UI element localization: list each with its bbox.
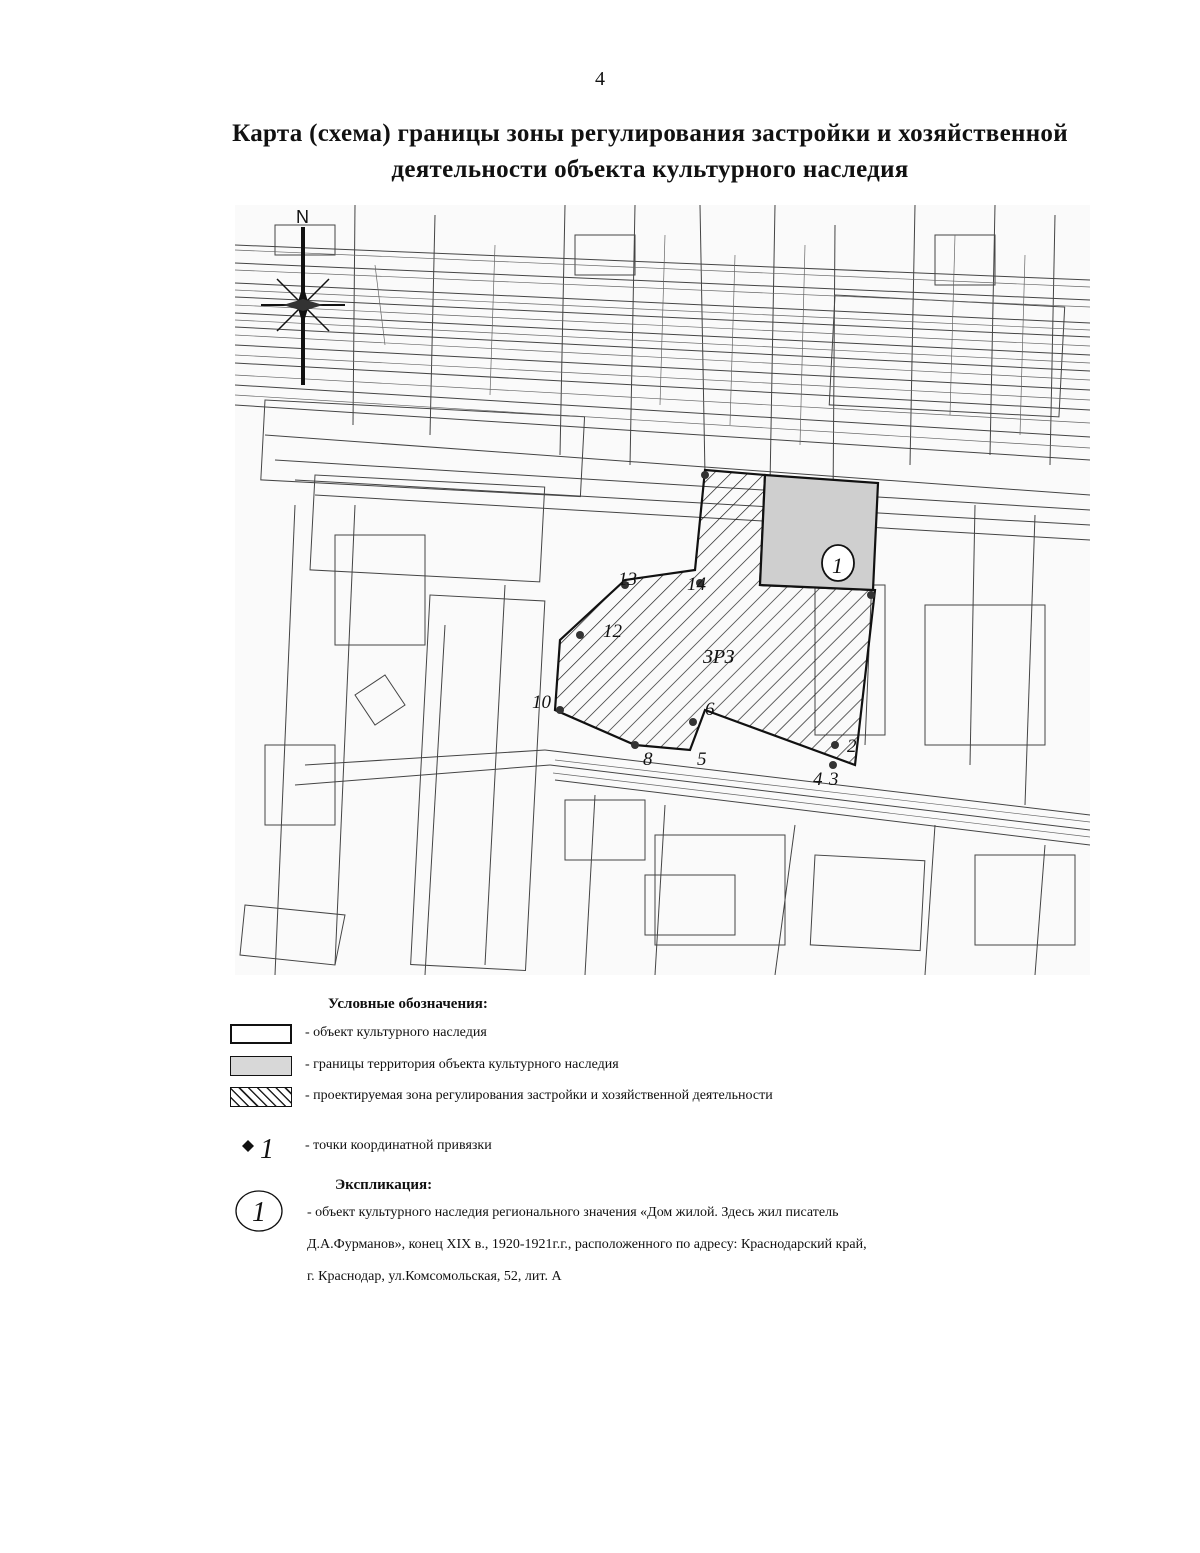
explication-number: 1 xyxy=(252,1197,266,1228)
explication-line-2: Д.А.Фурманов», конец XIX в., 1920-1921г.г., расположенного по адресу: Краснодарский край, xyxy=(307,1237,867,1252)
hatch-box-icon xyxy=(230,1087,292,1107)
legend-item-points xyxy=(230,1137,1110,1163)
point-marker-label: 1 xyxy=(260,1134,274,1164)
legend-item-text: - границы территория объекта культурного наследия xyxy=(305,1057,619,1072)
explication-line-3: г. Краснодар, ул.Комсомольская, 52, лит. А xyxy=(307,1269,562,1284)
point-label-10: 10 xyxy=(532,692,551,713)
object-number-marker xyxy=(822,545,854,581)
legend-item-heritage-object xyxy=(230,1024,1110,1050)
page-number: 4 xyxy=(595,68,605,90)
point-label-8: 8 xyxy=(643,749,653,770)
heritage-territory xyxy=(760,475,878,590)
survey-map xyxy=(235,205,1090,975)
point-label-4: 4 xyxy=(813,769,823,790)
north-label: N xyxy=(296,207,309,227)
legend-item-text: - проектируемая зона регулирования застройки и хозяйственной деятельности xyxy=(305,1088,773,1103)
legend-item-text: - объект культурного наследия xyxy=(305,1025,487,1040)
point-label-5: 5 xyxy=(697,749,707,770)
point-label-3: 3 xyxy=(829,769,839,790)
legend-item-regulation-zone xyxy=(230,1087,1110,1113)
point-label-14: 14 xyxy=(687,574,706,595)
explication-line-1: - объект культурного наследия регионального значения «Дом жилой. Здесь жил писатель xyxy=(307,1205,839,1220)
gray-box-icon xyxy=(230,1056,292,1076)
point-label-2: 2 xyxy=(847,736,857,757)
object-number-label: 1 xyxy=(832,553,843,578)
point-label-12: 12 xyxy=(603,621,622,642)
legend-item-territory xyxy=(230,1056,1110,1082)
point-label-13: 13 xyxy=(618,569,637,590)
explication-title: Экспликация: xyxy=(335,1177,433,1193)
explication-number-icon xyxy=(233,1189,285,1233)
outline-box-icon xyxy=(230,1024,292,1044)
zone-label: ЗРЗ xyxy=(703,646,735,668)
map-title xyxy=(150,116,1150,188)
map-title-line-1: Карта (схема) границы зоны регулирования застройки и хозяйственной xyxy=(232,120,1068,147)
map-title-line-2: деятельности объекта культурного наследия xyxy=(391,156,909,183)
point-label-6: 6 xyxy=(705,699,715,720)
explication-text xyxy=(307,1197,1077,1293)
legend-item-text: - точки координатной привязки xyxy=(305,1138,492,1153)
legend-title: Условные обозначения: xyxy=(328,996,488,1012)
